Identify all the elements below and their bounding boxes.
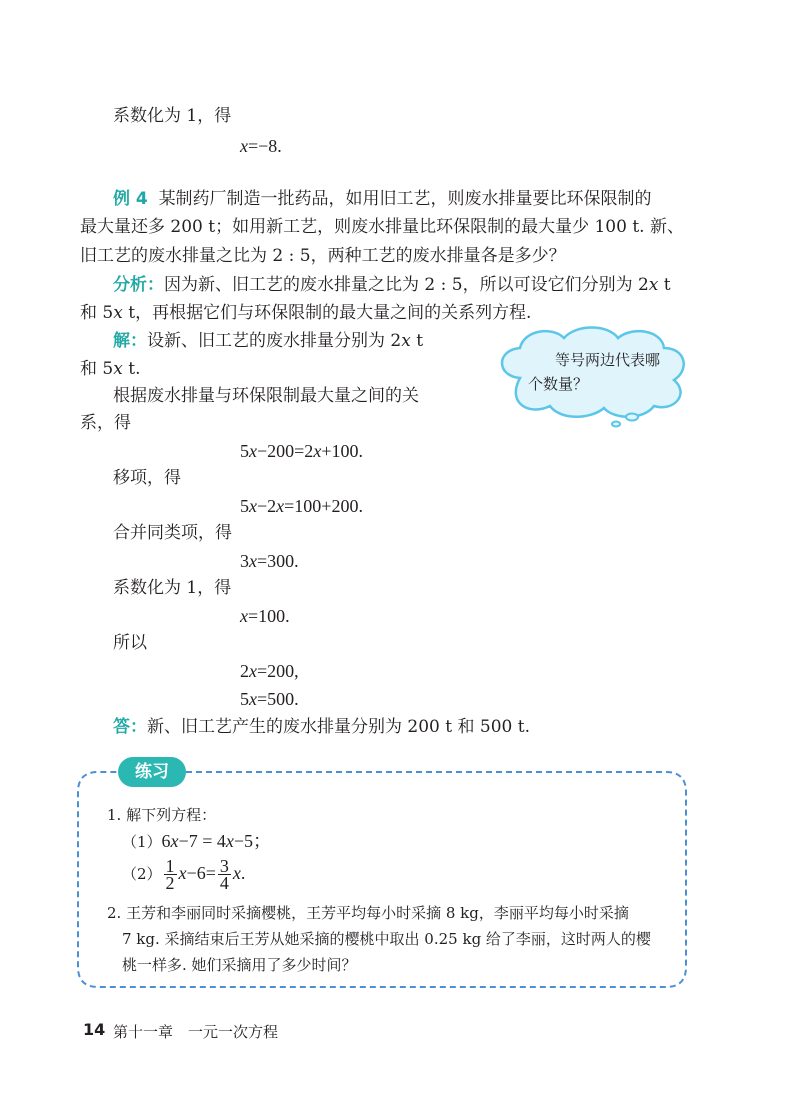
q1a-part-a: 6	[161, 831, 171, 851]
q1a-label: （1）	[122, 833, 162, 851]
analysis-text-2a: 和 5	[80, 303, 114, 323]
solution-text-1a: 设新、旧工艺的废水排量分别为 2	[147, 331, 402, 351]
step-coef: 系数化为 1，得	[113, 578, 232, 598]
fraction-three-quarters	[218, 856, 231, 894]
analysis-text-1a: 因为新、旧工艺的废水排量之比为 2 : 5，所以可设它们分别为 2	[164, 275, 649, 295]
eq2-part-b: −2	[257, 496, 277, 516]
var-x: x	[249, 689, 257, 709]
var-x: x	[113, 303, 123, 323]
equation-top-result: =−8.	[248, 136, 282, 156]
solution-label: 解：	[113, 331, 147, 351]
solution-text-2a: 和 5	[80, 359, 114, 379]
var-x: x	[401, 331, 411, 351]
answer-label: 答：	[113, 717, 147, 737]
var-x: x	[249, 441, 257, 461]
frac2-numerator: 3	[219, 856, 229, 877]
q1b-label: （2）	[122, 865, 162, 883]
eq1-part-b: −200=2	[257, 441, 314, 461]
solution-text-2b: t.	[122, 359, 141, 379]
eq4-part-b: =100.	[248, 606, 290, 626]
var-x: x	[225, 831, 234, 851]
var-x: x	[170, 831, 179, 851]
page-number: 14	[83, 1020, 106, 1039]
var-x: x	[249, 551, 257, 571]
eq5-part-a: 2	[240, 661, 249, 681]
exercise-q2-line-2: 7 kg. 采摘结束后王芳从她采摘的樱桃中取出 0.25 kg 给了李丽，这时两人的樱	[122, 930, 651, 948]
exercise-q1b	[122, 856, 246, 894]
var-x: x	[648, 275, 659, 295]
solution-line-3: 根据废水排量与环保限制最大量之间的关	[113, 386, 419, 406]
eq5-part-b: =200,	[257, 661, 299, 681]
var-x: x	[276, 496, 285, 516]
example-label: 例 4	[113, 189, 148, 209]
eq6-part-b: =500.	[257, 689, 299, 709]
step-combine: 合并同类项，得	[113, 523, 232, 543]
eq3-part-b: =300.	[257, 551, 299, 571]
var-x: x	[178, 863, 187, 883]
frac1-denominator: 2	[165, 873, 175, 894]
frac1-numerator: 1	[165, 856, 175, 877]
var-x: x	[249, 661, 257, 681]
exercise-tab: 练习	[118, 757, 186, 787]
exercise-q2-line-3: 桃一样多. 她们采摘用了多少时间？	[122, 956, 357, 974]
q1a-part-b: −7 = 4	[178, 831, 226, 851]
q1b-equation	[162, 856, 246, 894]
q1a-part-c: −5；	[233, 831, 272, 851]
exercise-q1: 1. 解下列方程：	[107, 806, 217, 824]
var-x: x	[313, 441, 322, 461]
analysis-text-1b: t	[658, 275, 671, 295]
answer-text: 新、旧工艺产生的废水排量分别为 200 t 和 500 t.	[147, 717, 530, 737]
exercise-q2-line-1: 2. 王芳和李丽同时采摘樱桃，王芳平均每小时采摘 8 kg，李丽平均每小时采摘	[107, 904, 629, 922]
eq3-part-a: 3	[240, 551, 249, 571]
example-problem-1: 某制药厂制造一批药品，如用旧工艺，则废水排量要比环保限制的	[158, 189, 652, 209]
exercise-q1a	[122, 829, 271, 854]
eq2-part-a: 5	[240, 496, 249, 516]
fraction-one-half	[164, 856, 177, 894]
chapter-title: 第十一章 一元一次方程	[113, 1023, 279, 1041]
cloud-line-2: 个数量？	[528, 375, 589, 393]
coef-text-top: 系数化为 1，得	[113, 106, 232, 126]
eq1-part-c: +100.	[321, 441, 363, 461]
frac2-denominator: 4	[219, 873, 229, 894]
q1a-equation	[162, 831, 271, 851]
example-problem-3: 旧工艺的废水排量之比为 2 : 5，两种工艺的废水排量各是多少？	[80, 246, 566, 266]
step-move: 移项，得	[113, 468, 181, 488]
eq6-part-a: 5	[240, 689, 249, 709]
analysis-text-2b: t，再根据它们与环保限制的最大量之间的关系列方程.	[122, 303, 532, 323]
var-x: x	[113, 359, 123, 379]
eq2-part-c: =100+200.	[284, 496, 363, 516]
solution-text-1b: t	[410, 331, 424, 351]
example-problem-2: 最大量还多 200 t；如用新工艺，则废水排量比环保限制的最大量少 100 t. 新、	[80, 217, 684, 237]
var-x: x	[232, 863, 241, 883]
cloud-line-1: 等号两边代表哪	[555, 351, 661, 369]
q1b-end: .	[240, 863, 246, 883]
analysis-label: 分析：	[113, 275, 164, 295]
var-x: x	[240, 136, 248, 156]
step-so: 所以	[113, 633, 147, 653]
solution-line-4: 系，得	[80, 413, 131, 433]
var-x: x	[240, 606, 248, 626]
var-x: x	[249, 496, 257, 516]
q1b-mid: −6=	[186, 863, 216, 883]
eq1-part-a: 5	[240, 441, 249, 461]
